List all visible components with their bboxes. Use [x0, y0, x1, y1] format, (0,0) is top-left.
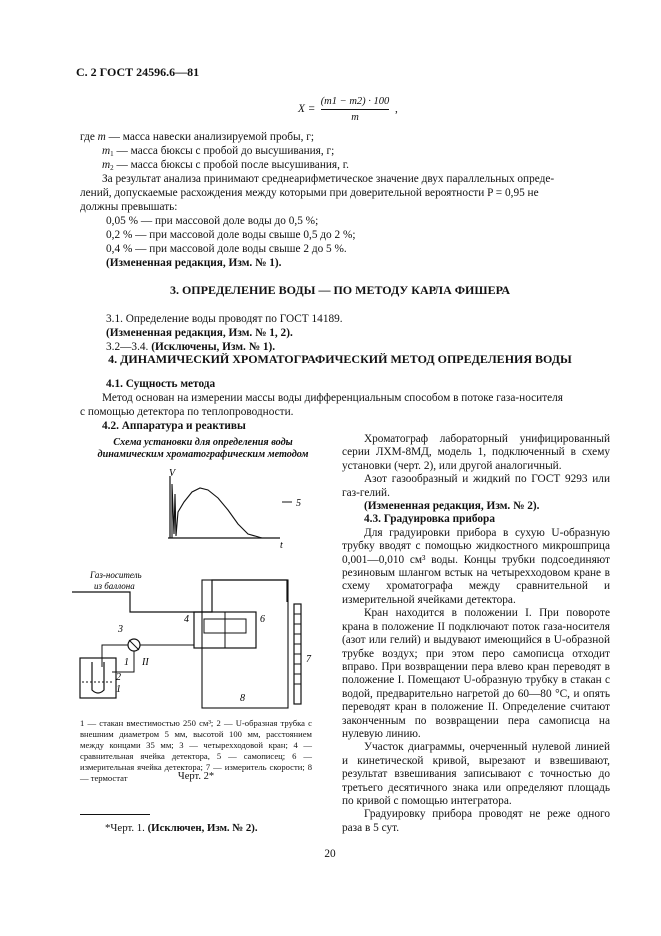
formula-numerator: (m1 − m2) · 100 [320, 96, 390, 107]
tap-mark [129, 640, 139, 650]
right-p4: Кран находится в положении I. При повороте крана в положение II подключают поток газа-носителя (азот или гелий) и выдувают имеющийся в U-образной трубке воздух; при этом перо самописца отходит вправо. При возвращении пера влево кран переводят в положение I. Помещают U-образную трубку в стакан с водой, предварительно нагретой до 60—80 °С, и опять переводят кран в положение II. Определение считают законченным по возвращении пера самописца на нулевую линию. [342, 607, 610, 740]
symbol-m1-sub: 1 [110, 150, 114, 158]
section-3-2-note: (Исключены, Изм. № 1). [151, 341, 276, 353]
right-p6: Градуировку прибора проводят не реже одного раза в 5 сут. [342, 808, 610, 834]
definition-intro: где [80, 131, 95, 143]
formula-denominator: m [351, 112, 359, 123]
label-roman-2: II [142, 657, 149, 668]
section-3-1-edit: (Измененная редакция, Изм. № 1, 2). [106, 327, 293, 339]
label-3: 3 [118, 624, 123, 635]
gas-label-2: из баллона [94, 581, 135, 591]
section-3-title: 3. ОПРЕДЕЛЕНИЕ ВОДЫ — ПО МЕТОДУ КАРЛА ФИШЕРА [169, 283, 511, 297]
symbol-m1: m [102, 145, 111, 157]
gas-label-1: Газ-носитель [90, 570, 142, 580]
section-4-3-heading: 4.3. Градуировка прибора [364, 513, 495, 526]
axis-v-label: V [169, 468, 176, 479]
section-3-2-number: 3.2—3.4. [106, 341, 149, 353]
page-header: С. 2 ГОСТ 24596.6—81 [76, 65, 200, 79]
tap-return [112, 651, 134, 672]
right-column [342, 433, 610, 835]
result-line-2: лений, допускаемые расхождения между которыми при доверительной вероятности P = 0,95 не [80, 187, 539, 199]
label-1-tap: 1 [124, 657, 129, 668]
label-7: 7 [306, 654, 311, 665]
result-item-3: 0,4 % — при массовой доле воды свыше 2 до 5 %. [106, 243, 347, 255]
symbol-m2: m [102, 159, 111, 171]
footnote-rule [80, 814, 150, 815]
page-number: 20 [324, 848, 336, 860]
footnote [105, 822, 258, 835]
section-4-1-line-1: Метод основан на измерении массы воды дифференциальным способом в потоке газа-носителя [102, 392, 563, 404]
section-4-1-line-2: с помощью детектора по теплопроводности. [80, 406, 294, 418]
figure-title-line-1: Схема установки для определения воды [113, 437, 293, 448]
right-p5: Участок диаграммы, очерченный нулевой линией и кинетической кривой, вырезают и взвешивают, результат взвешивания записывают с точностью до третьего десятичного знака или определяют площадь по кривой с помощью интегратора. [342, 741, 610, 807]
section-4-2-heading: 4.2. Аппаратура и реактивы [102, 420, 246, 432]
recorder-chart [168, 468, 301, 551]
footnote-ref: *Черт. 1. [105, 822, 145, 834]
result-item-1: 0,05 % — при массовой доле воды до 0,5 %; [106, 215, 319, 227]
section-4-title: 4. ДИНАМИЧЕСКИЙ ХРОМАТОГРАФИЧЕСКИЙ МЕТОД ОПРЕДЕЛЕНИЯ ВОДЫ [108, 352, 572, 366]
right-p2: Азот газообразный и жидкий по ГОСТ 9293 или газ-гелий. [342, 473, 610, 499]
section-3-1: 3.1. Определение воды проводят по ГОСТ 14189. [106, 313, 343, 325]
formula-tail: , [395, 103, 398, 115]
right-p3: Для градуировки прибора в сухую U-образную трубку вводят с помощью жидкостного микрошприца 0,001—0,010 см³ воды. Концы трубки подсоединяют резиновым шлангом встык на четырехходовом кране в схему хроматографа между сравнительной и измерительной ячейками детектора. [342, 526, 610, 606]
result-line-1: За результат анализа принимают среднеарифметическое значение двух параллельных опреде- [102, 173, 555, 185]
label-8: 8 [240, 693, 245, 704]
result-line-3: должны превышать: [80, 201, 178, 213]
label-2: 2 [116, 672, 121, 683]
symbol-m2-sub: 2 [110, 164, 114, 172]
definition-m [80, 131, 314, 144]
result-edit-note: (Измененная редакция, Изм. № 1). [106, 257, 282, 269]
beaker [80, 658, 116, 698]
right-p2-edit: (Измененная редакция, Изм. № 2). [364, 500, 540, 513]
formula-fraction-bar [321, 109, 389, 110]
result-item-2: 0,2 % — при массовой доле воды свыше 0,5 до 2 %; [106, 229, 356, 241]
definition-m2-text: — масса бюксы с пробой после высушивания, г. [113, 159, 349, 171]
chart-curve [172, 484, 262, 538]
figure-title-line-2: динамическим хроматографическим методом [97, 449, 309, 460]
label-1: 1 [116, 684, 121, 695]
right-p1: Хроматограф лабораторный унифицированный серии ЛХМ-8МД, модель 1, подключенный в схему установки (черт. 2), или другой аналогичный. [342, 433, 610, 472]
label-6: 6 [260, 614, 265, 625]
axis-t-label: t [280, 540, 283, 551]
figure-caption: 1 — стакан вместимостью 250 см³; 2 — U-образная трубка с внешним диаметром 5 мм, высотой 100 мм, расстоянием между концами 35 мм; 3 — четырехходовой кран; 4 — сравнительная ячейка детектора, 5 — самописец; 6 — измерительная ячейка детектора; 7 — измеритель скорости; 8 — термостат [80, 718, 312, 783]
thermostat [202, 580, 288, 708]
footnote-text: (Исключен, Изм. № 2). [147, 822, 258, 834]
label-4: 4 [184, 614, 189, 625]
section-4-1-heading: 4.1. Сущность метода [106, 378, 216, 390]
label-5: 5 [296, 498, 301, 509]
definition-m1-text: — масса бюксы с пробой до высушивания, г; [113, 145, 335, 157]
symbol-m: m [97, 131, 106, 143]
figure-schematic [72, 462, 320, 718]
figure-label: Черт. 2* [177, 771, 215, 782]
formula-lhs: X = [298, 103, 316, 115]
definition-m-text: — масса навески анализируемой пробы, г; [105, 131, 315, 143]
